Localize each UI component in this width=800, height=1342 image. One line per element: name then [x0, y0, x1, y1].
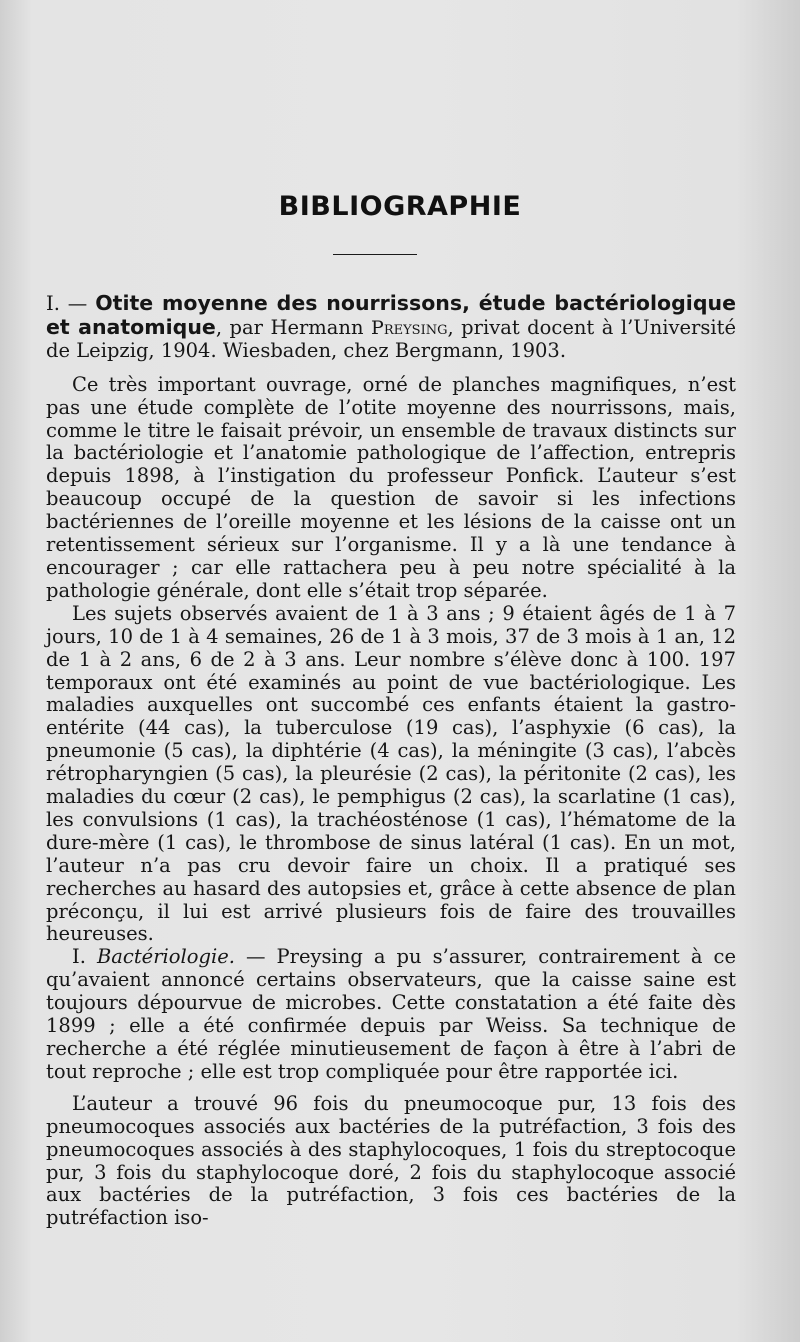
entry-title: Otite moyenne des nourrissons, étude bactériologique et anatomique [46, 291, 736, 339]
text-body [46, 292, 736, 1230]
entry-number: I. — [46, 292, 88, 315]
section-number: I. [72, 945, 97, 969]
entry-author: Preysing [371, 316, 448, 339]
section-heading: Bactériologie. [96, 945, 235, 969]
paragraph-3 [46, 946, 736, 1083]
paragraph-4: L’auteur a trouvé 96 fois du pneumocoque pur, 13 fois des pneumocoques associés aux bactéries de la putréfaction, 3 fois des pneumocoques associés à des staphylocoques, 1 fois du streptocoque pur, 3 fois du staphylocoque doré, 2 fois du staphylocoque associé aux bactéries de la putréfaction, 3 fois ces bactéries de la putréfaction iso- [46, 1091, 736, 1230]
entry-header [46, 292, 736, 363]
paragraph-2: Les sujets observés avaient de 1 à 3 ans ; 9 étaient âgés de 1 à 7 jours, 10 de 1 à 4 semaines, 26 de 1 à 3 mois, 37 de 3 mois à 1 an, 12 de 1 à 2 ans, 6 de 2 à 3 ans. Leur nombre s’élève donc à 100. 197 temporaux ont été examinés au point de vue bactériologique. Les maladies auxquelles ont succombé ces enfants étaient la gastro-entérite (44 cas), la tuberculose (19 cas), l’asphyxie (6 cas), la pneumonie (5 cas), la diphtérie (4 cas), la méningite (3 cas), l’abcès rétropharyngien (5 cas), la pleurésie (2 cas), la péritonite (2 cas), les maladies du cœur (2 cas), le pemphigus (2 cas), la scarlatine (1 cas), les convulsions (1 cas), la trachéosténose (1 cas), l’hématome de la dure-mère (1 cas), le thrombose de sinus latéral (1 cas). En un mot, l’auteur n’a pas cru devoir faire un choix. Il a pratiqué ses recherches au hasard des autopsies et, grâce à cette absence de plan préconçu, il lui est arrivé plusieurs fois de faire des trouvailles heureuses. [46, 601, 736, 946]
entry-by: , par Hermann [215, 315, 372, 339]
entry-details: , privat docent à l’Université de Leipzig, 1904. Wiesbaden, chez Bergmann, 1903. [46, 315, 737, 362]
page-title: BIBLIOGRAPHIE [278, 191, 522, 222]
title-divider [333, 254, 417, 255]
section-text: — Preysing a pu s’assurer, contrairement à ce qu’avaient annoncé certains observateurs, que la caisse saine est toujours dépourvue de microbes. Cette constatation a été faite dès 1899 ; elle a été confirmée depuis par Weiss. Sa technique de recherche a été réglée minutieusement de façon à être à l’abri de tout reproche ; elle est trop compliquée pour être rapportée ici. [46, 945, 736, 1083]
paragraph-1: Ce très important ouvrage, orné de planches magnifiques, n’est pas une étude complète de l’otite moyenne des nourrissons, mais, comme le titre le faisait prévoir, un ensemble de travaux distincts sur la bactériologie et l’anatomie pathologique de l’affection, entrepris depuis 1898, à l’instigation du professeur Ponfick. L’auteur s’est beaucoup occupé de la question de savoir si les infections bactériennes de l’oreille moyenne et les lésions de la caisse ont un retentissement sérieux sur l’organisme. Il y a là une tendance à encourager ; car elle rattachera peu à peu notre spécialité à la pathologie générale, dont elle s’était trop séparée. [46, 372, 736, 602]
